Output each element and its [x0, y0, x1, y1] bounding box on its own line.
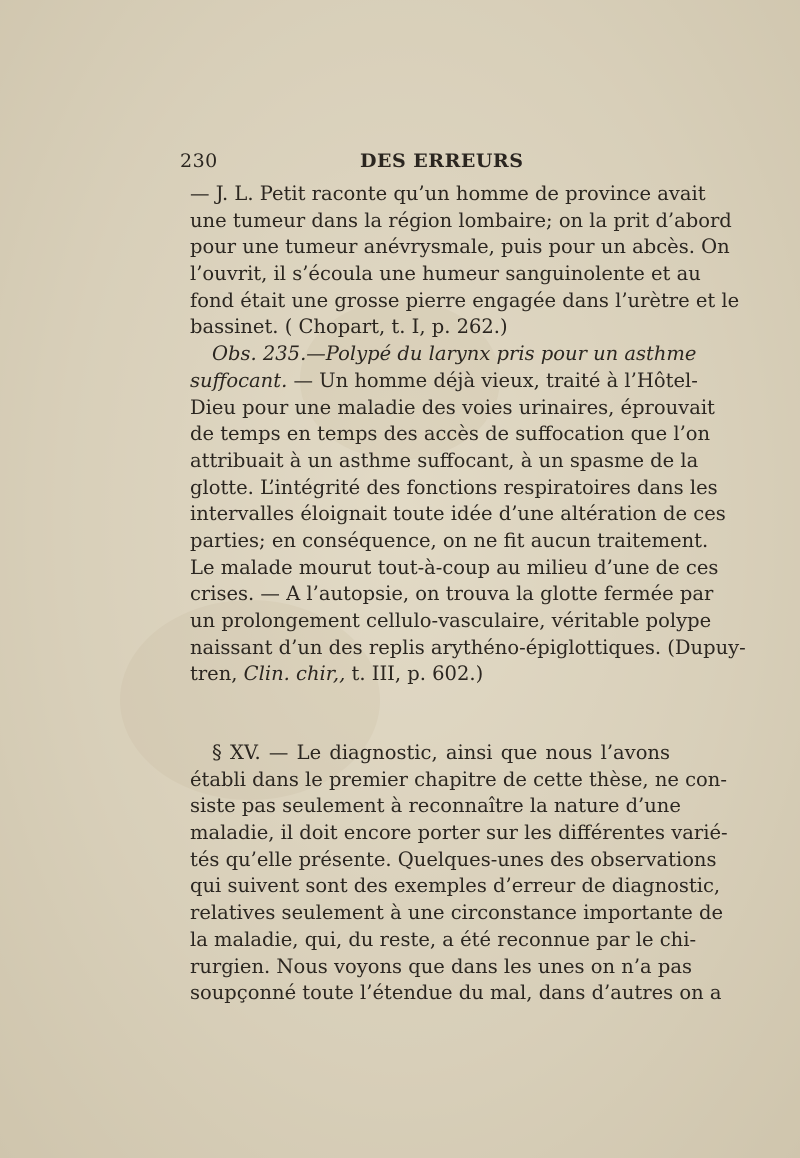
text-line: naissant d’un des replis arythéno-épiglottiques. (Dupuy-: [190, 635, 746, 659]
text-line: l’ouvrit, il s’écoula une humeur sanguinolente et au: [190, 262, 701, 286]
text-line: Dieu pour une maladie des voies urinaires, éprouvait: [190, 395, 715, 419]
observation-label: Obs. 235.: [212, 342, 307, 366]
text-line: qui suivent sont des exemples d’erreur de diagnostic,: [190, 874, 721, 898]
main-text: [190, 181, 746, 688]
text-line: Le malade mourut tout-à-coup au milieu d’une de ces: [190, 555, 719, 579]
text-line: siste pas seulement à reconnaître la nature d’une: [190, 794, 681, 818]
text-line: glotte. L’intégrité des fonctions respiratoires dans les: [190, 475, 718, 499]
text-line: une tumeur dans la région lombaire; on la prit d’abord: [190, 208, 732, 232]
text-line: attribuait à un asthme suffocant, à un spasme de la: [190, 448, 699, 472]
text-line: intervalles éloignait toute idée d’une altération de ces: [190, 502, 726, 526]
text-line: bassinet. ( Chopart, t. I, p. 262.): [190, 315, 508, 339]
text-segment: — Un homme déjà vieux, traité à l’Hôtel-: [293, 368, 698, 392]
page-header: [172, 150, 672, 180]
text-line: crises. — A l’autopsie, on trouva la glotte fermée par: [190, 582, 714, 606]
text-line: parties; en conséquence, on ne fit aucun traitement.: [190, 528, 709, 552]
running-title: DES ERREURS: [360, 150, 524, 172]
page-number: 230: [180, 150, 218, 172]
text-line: fond était une grosse pierre engagée dans l’urètre et le: [190, 288, 740, 312]
text-line: la maladie, qui, du reste, a été reconnue par le chi-: [190, 927, 697, 951]
section-text: [190, 740, 728, 1007]
text-line: de temps en temps des accès de suffocation que l’on: [190, 422, 711, 446]
text-line: rurgien. Nous voyons que dans les unes on n’a pas: [190, 954, 692, 978]
observation-title-cont: suffocant.: [190, 368, 288, 392]
observation-heading-line: [190, 341, 697, 368]
text-line: relatives seulement à une circonstance importante de: [190, 901, 724, 925]
text-line: soupçonné toute l’étendue du mal, dans d’autres on a: [190, 981, 722, 1005]
text-line: tés qu’elle présente. Quelques-unes des observations: [190, 847, 717, 871]
text-segment: tren,: [190, 662, 238, 686]
text-line: maladie, il doit encore porter sur les différentes varié-: [190, 821, 728, 845]
text-line: établi dans le premier chapitre de cette thèse, ne con-: [190, 767, 727, 791]
section-heading-line: § XV. — Le diagnostic, ainsi que nous l’avons: [212, 741, 670, 764]
text-line: — J. L. Petit raconte qu’un homme de province avait: [190, 182, 706, 205]
text-line: [190, 661, 670, 688]
observation-heading-line: [190, 368, 698, 395]
citation-title: Clin. chir,,: [243, 662, 346, 686]
observation-title: —Polypé du larynx pris pour un asthme: [306, 342, 697, 366]
text-line: pour une tumeur anévrysmale, puis pour un abcès. On: [190, 235, 730, 259]
text-segment: t. III, p. 602.): [351, 662, 484, 686]
text-line: un prolongement cellulo-vasculaire, véritable polype: [190, 609, 712, 632]
